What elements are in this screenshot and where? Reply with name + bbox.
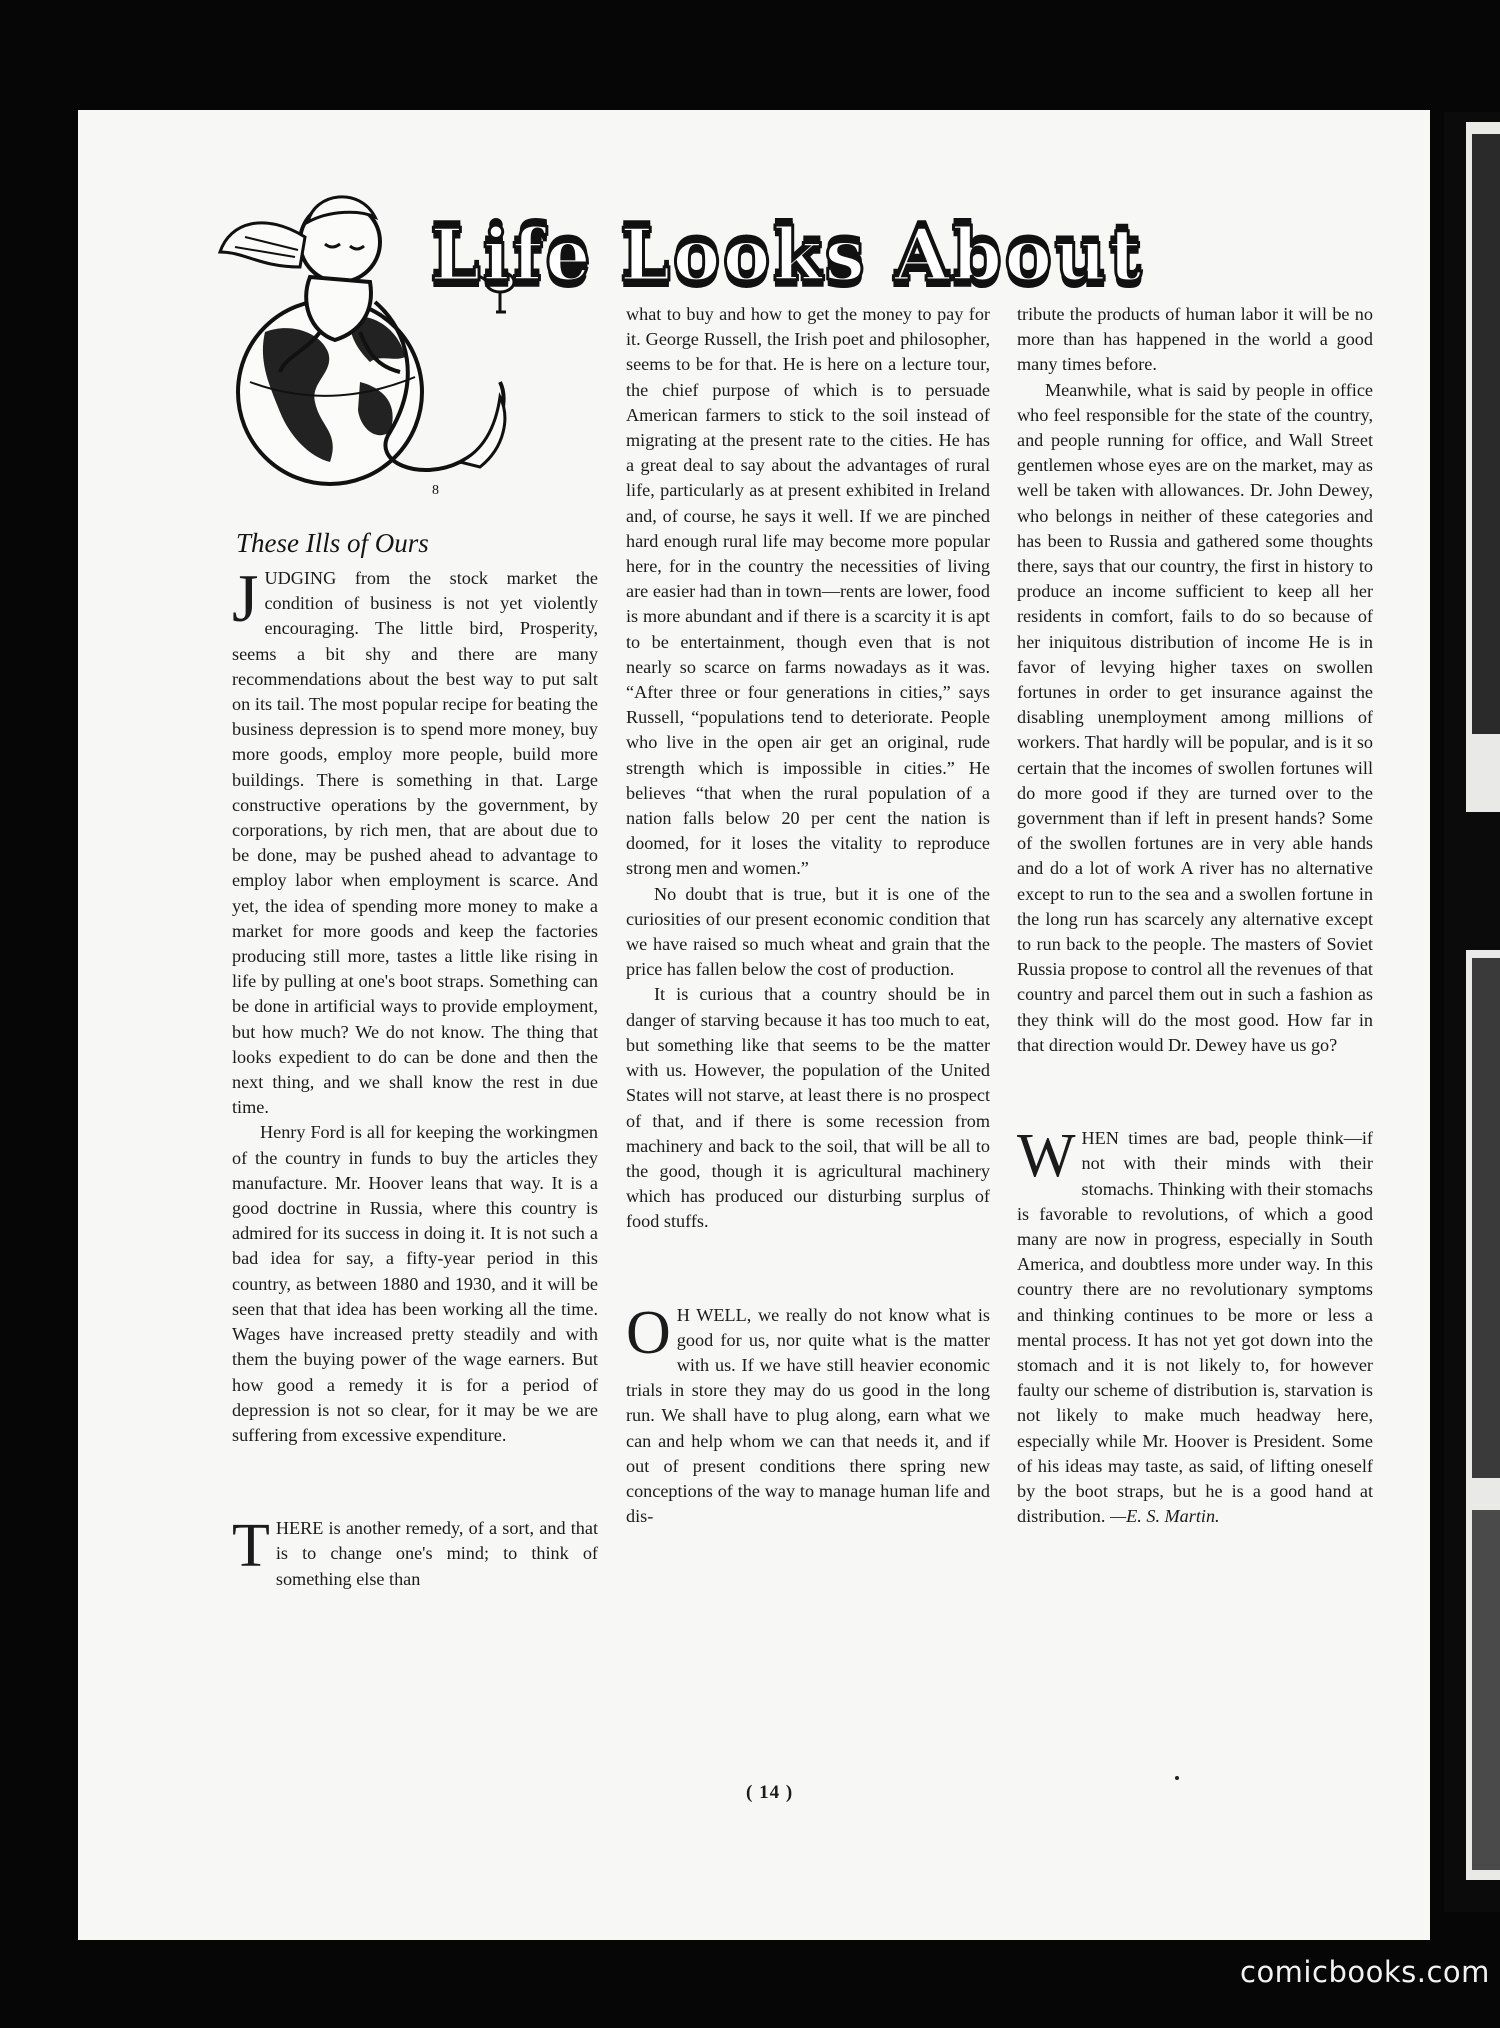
ornament-dot (1175, 1776, 1179, 1780)
paragraph: what to buy and how to get the money to pay for it. George Russell, the Irish poet and philosopher, seems to be for that. He is here on a lecture tour, the chief purpose of which is to persuade American farmers to stick to the soil instead of migrating at the present rate to the cities. He has a great deal to say about the advantages of rural life, particularly as at present exhibited in Ireland and, of course, he says it well. If we are pinched hard enough rural life may become more popular here, for in the country the necessities of living are easier had than in town—rents are lower, food is more abundant and if there is a scarcity it is apt to be entertainment, though even that is not nearly so scarce on farms nowadays as it was. “After three or four generations in cities,” says Russell, “populations tend to deteriorate. People who live in the open air get an original, rude strength which is impossible in cities.” He believes “that when the rural population of a nation falls below 20 per cent the nation is doomed, for it loses the vitality to reproduce strong men and women.” (626, 304, 990, 879)
text-column-3 (1017, 302, 1373, 1529)
drop-cap: J (232, 560, 259, 636)
paragraph: JUDGING from the stock market the condition of business is not yet violently encouraging. The little bird, Prosperity, seems a bit shy and there are many recommendations about the best way to put salt on its tail. The most popular recipe for beating the business depression is to spend more money, buy more goods, employ more people, build more buildings. There is something in that. Large constructive operations by the government, by corporations, by rich men, that are about due to be done, may be pushed ahead to advantage to employ labor when employment is scarce. And yet, the idea of spending more money to make a market for more goods and keep the factories producing still more, tastes a little like rising in life by pulling at one's boot straps. Something can be done in artificial ways to provide employment, but how much? We do not know. The thing that looks expedient to do can be done and then the next thing, and we shall know the rest in due time. (232, 560, 598, 1118)
paragraph: Meanwhile, what is said by people in office who feel responsible for the state of the country, and people running for office, and Wall Street gentlemen whose eyes are on the market, may as well be taken with allowances. Dr. John Dewey, who belongs in neither of these categories and has been to Russia and gathered some thoughts there, says that our country, the first in history to produce an income sufficient to keep all her residents in comfort, fails to do so because of her iniquitous distribution of income He is in favor of levying higher taxes on swollen fortunes in order to get insurance against the disabling unemployment among millions of workers. That hardly will be popular, and is it so certain that the incomes of swollen fortunes will do more good if they are turned over to the government than if left in present hands? Some of the swollen fortunes are in very able hands and do a lot of work A river has no alternative except to run to the sea and a swollen fortune in the long run has scarcely any alternative except to run back to the people. The masters of Soviet Russia propose to control all the revenues of that country and parcel them out in such a fashion as they think will do the most good. How far in that direction would Dr. Dewey have us go? (1017, 379, 1373, 1055)
section-subhead: These Ills of Ours (236, 528, 429, 558)
drop-cap: O (626, 1298, 671, 1367)
facing-page-panel-bottom (1466, 950, 1500, 1880)
svg-text:8: 8 (432, 483, 439, 498)
paragraph: WHEN times are bad, people think—if not with their minds with their stomachs. Thinking with their stomachs is favorable to revolutions, of which a good many are now in progress, especially in South America, and doubtless more under way. In this country there are no revolutionary symptoms and thinking continues to be more or less a mental process. It has not yet got down into the stomach and it is not likely to, for however faulty our scheme of distribution is, starvation is not likely to make much headway here, especially while Mr. Hoover is President. Some of his ideas may taste, as said, of lifting oneself by the boot straps, but he is a good hand at distribution. —E. S. Martin. (1017, 1122, 1373, 1527)
page-number: ( 14 ) (746, 1782, 794, 1803)
source-watermark: comicbooks.com (1240, 1955, 1490, 1989)
drop-cap: W (1017, 1122, 1076, 1191)
paragraph: tribute the products of human labor it will be no more than has happened in the world a good many times before. (1017, 304, 1373, 375)
paragraph: It is curious that a country should be in danger of starving because it has too much to eat, but something like that seems to be the matter with us. However, the population of the United States will not starve, at least there is no prospect of that, and if there is some recession from machinery and back to the soil, that will be all to the good, though it is agricultural machinery which has produced our disturbing surplus of food stuffs. (626, 984, 990, 1232)
facing-page-panel-top (1466, 122, 1500, 812)
text-column-2 (626, 302, 990, 1529)
paragraph: THERE is another remedy, of a sort, and that is to change one's mind; to think of something else than (232, 1512, 598, 1589)
article-title: Life Looks About (430, 212, 1144, 297)
author-signature: —E. S. Martin. (1109, 1506, 1220, 1527)
paragraph: Henry Ford is all for keeping the workingmen of the country in funds to buy the articles they manufacture. Mr. Hoover leans that way. It is a good doctrine in Russia, where this country is admired for its success in doing it. It is not such a bad idea for say, a fifty-year period in this country, as between 1880 and 1930, and it will be seen that that idea has been working all the time. Wages have increased pretty steadily and with them the buying power of the wage earners. But how good a remedy it is for a period of depression is not so clear, for it may be we are suffering from excessive expenditure. (232, 1122, 598, 1445)
facing-page-edge (1444, 112, 1500, 1912)
paragraph: No doubt that is true, but it is one of the curiosities of our present economic condition that we have raised so much wheat and grain that the price has fallen below the cost of production. (626, 883, 990, 980)
paragraph: O H WELL, we really do not know what is good for us, nor quite what is the matter with us. If we have still heavier economic trials in store they may do us good in the long run. We shall have to plug along, earn what we can and help whom we can that needs it, and if out of present conditions there spring new conceptions of the way to manage human life and dis- (626, 1298, 990, 1527)
drop-cap: T (232, 1512, 270, 1581)
text-column-1 (232, 560, 598, 1592)
